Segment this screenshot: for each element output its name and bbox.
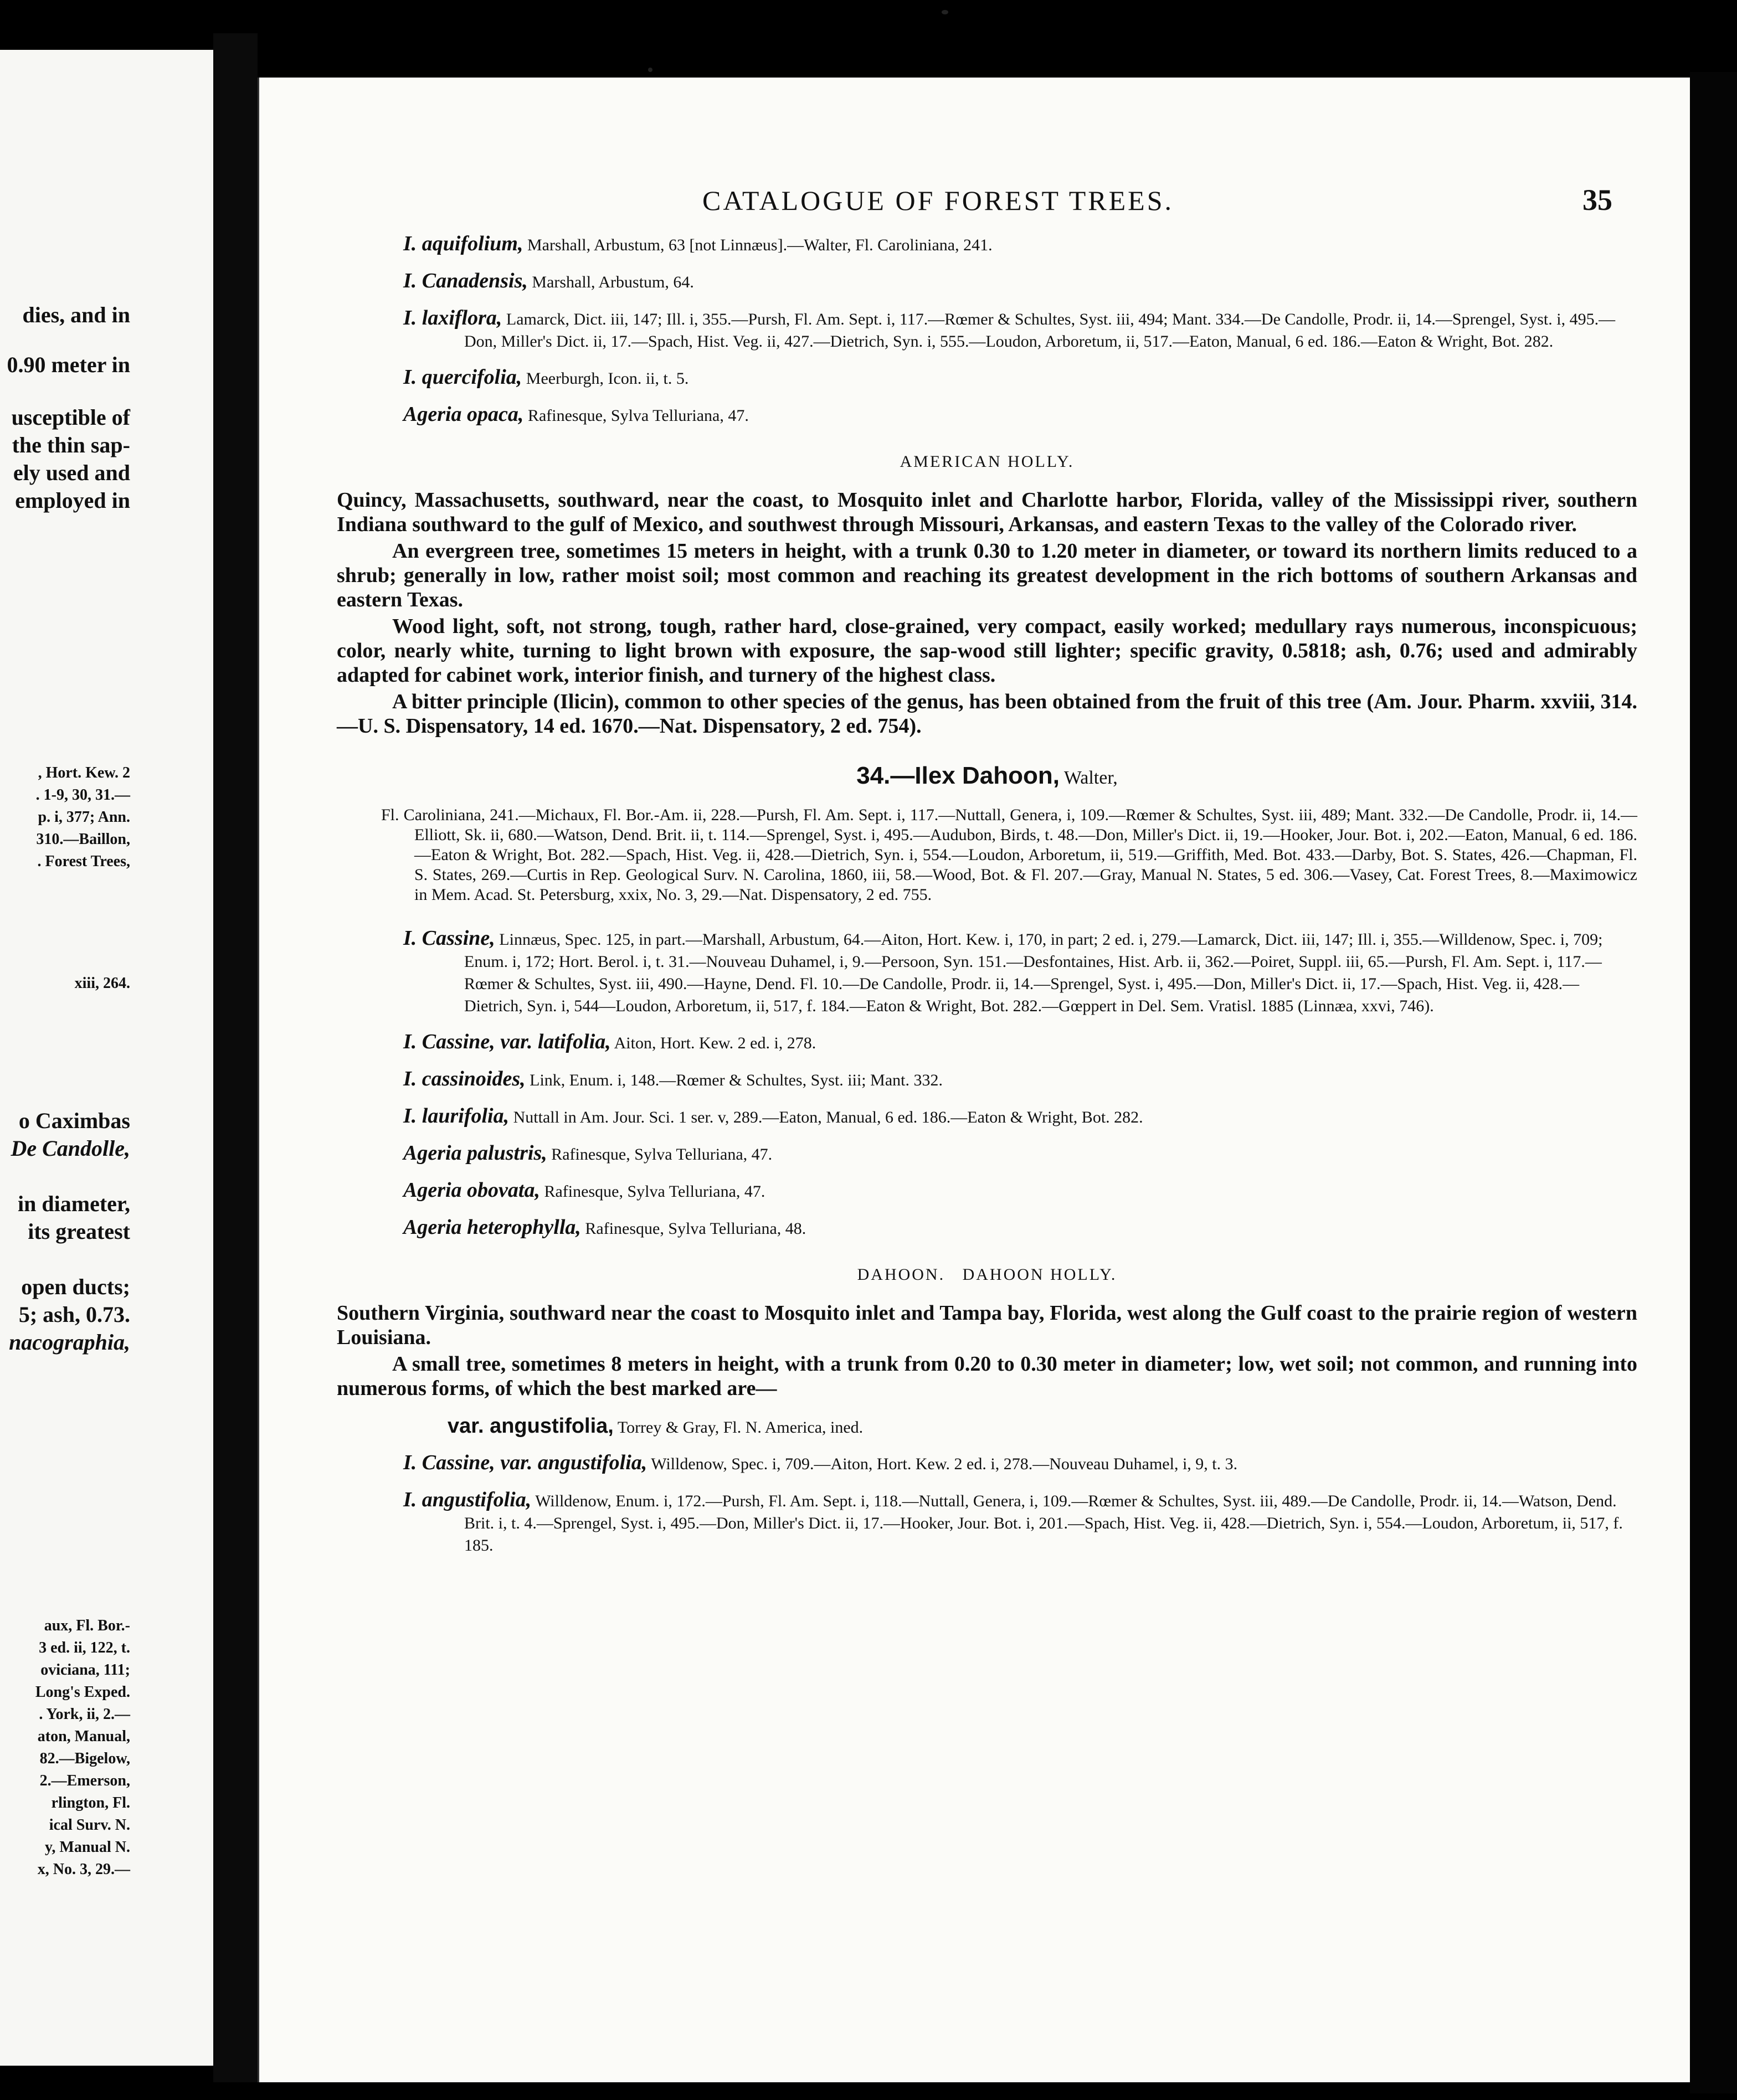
species-bibliography: Fl. Caroliniana, 241.—Michaux, Fl. Bor.-Am. ii, 228.—Pursh, Fl. Am. Sept. i, 117.—Nuttall, Genera, i, 109.—Rœmer & Schultes, Syst. iii, 489; Mant. 332.—De Candolle, Prodr. ii, 14.—Elliott, Sk. ii, 680.—Watson, Dend. Brit. ii, t. 114.—Sprengel, Syst. i, 495.—Audubon, Birds, t. 48.—Don, Miller's Dict. ii, 19.—Hooker, Jour. Bot. i, 202.—Eaton, Manual, 6 ed. 186.—Eaton & Wright, Bot. 282.—Spach, Hist. Veg. ii, 428.—Dietrich, Syn. i, 554.—Loudon, Arboretum, ii, 519.—Griffith, Med. Bot. 433.—Darby, Bot. S. States, 426.—Chapman, Fl. S. States, 269.—Curtis in Rep. Geological Surv. N. Carolina, 1860, iii, 58.—Wood, Bot. & Fl. 207.—Gray, Manual N. States, 5 ed. 306.—Vasey, Cat. Forest Trees, 8.—Maximowicz in Mem. Acad. St. Petersburg, xxix, No. 3, 29.—Nat. Dispensatory, 2 ed. 755. [381, 806, 1637, 904]
running-title: CATALOGUE OF FOREST TREES. [702, 185, 1174, 216]
left-text-fragment: , Hort. Kew. 2 [38, 764, 130, 781]
variety-name: var. angustifolia, [448, 1414, 614, 1438]
page-header [702, 183, 1612, 217]
left-text-fragment: . 1-9, 30, 31.— [35, 786, 130, 804]
synonym-entry: I. angustifolia, Willdenow, Enum. i, 172.—Pursh, Fl. Am. Sept. i, 118.—Nuttall, Genera, i, 109.—Rœmer & Schultes, Syst. iii, 489.—De Candolle, Prodr. ii, 14.—Watson, Dend. Brit. i, t. 4.—Sprengel, Syst. i, 495.—Don, Miller's Dict. ii, 17.—Hooker, Jour. Bot. i, 201.—Spach, Hist. Veg. ii, 428.—Dietrich, Syn. i, 554.—Loudon, Arboretum, ii, 517, f. 185. [403, 1488, 1623, 1555]
synonym-entry: I. quercifolia, Meerburgh, Icon. ii, t. 5. [403, 366, 689, 389]
variety-author: Torrey & Gray, Fl. N. America, ined. [613, 1418, 864, 1437]
left-text-fragment: the thin sap- [12, 433, 130, 457]
page-right-edge [1690, 72, 1737, 2093]
left-text-fragment: aux, Fl. Bor.- [44, 1617, 130, 1634]
common-name-heading: AMERICAN HOLLY. [900, 452, 1075, 471]
habit-paragraph: A small tree, sometimes 8 meters in height, with a trunk from 0.20 to 0.30 meter in diameter; low, wet soil; not common, and running into numerous forms, of which the best marked are— [337, 1352, 1637, 1400]
left-text-fragment: De Candolle, [11, 1136, 130, 1161]
left-text-fragment: xiii, 264. [74, 975, 130, 992]
habit-paragraph: An evergreen tree, sometimes 15 meters in height, with a trunk 0.30 to 1.20 meter in diameter, or toward its northern limits reduced to a shrub; generally in low, rather moist soil; most common and reaching its greatest development in the rich bottoms of southern Arkansas and eastern Texas. [337, 539, 1637, 611]
left-text-fragment: employed in [15, 488, 130, 513]
left-text-fragment: usceptible of [11, 405, 130, 430]
left-text-fragment: in diameter, [18, 1191, 130, 1216]
left-text-fragment: 0.90 meter in [7, 352, 130, 377]
left-text-fragment: Long's Exped. [35, 1684, 130, 1701]
left-text-fragment: . Forest Trees, [37, 853, 130, 870]
range-paragraph: Quincy, Massachusetts, southward, near the coast, to Mosquito inlet and Charlotte harbor, Florida, valley of the Mississippi river, southern Indiana southward to the gulf of Mexico, and southwest through Missouri, Arkansas, and eastern Texas to the valley of the Colorado river. [337, 488, 1637, 536]
left-text-fragment: x, No. 3, 29.— [37, 1861, 130, 1878]
left-text-fragment: 5; ash, 0.73. [18, 1302, 130, 1327]
synonym-entry: I. cassinoides, Link, Enum. i, 148.—Rœmer & Schultes, Syst. iii; Mant. 332. [403, 1067, 943, 1090]
variety-heading [448, 1414, 1637, 1438]
synonym-entry: I. aquifolium, Marshall, Arbustum, 63 [not Linnæus].—Walter, Fl. Caroliniana, 241. [403, 232, 993, 255]
common-name-heading: DAHOON. DAHOON HOLLY. [857, 1265, 1117, 1284]
species-heading [337, 761, 1637, 790]
left-text-fragment: ely used and [13, 460, 130, 485]
synonym-list-top [337, 233, 1637, 427]
left-text-fragment: its greatest [28, 1219, 130, 1244]
synonym-entry: Ageria obovata, Rafinesque, Sylva Telluriana, 47. [403, 1178, 765, 1202]
synonym-entry: Ageria heterophylla, Rafinesque, Sylva Telluriana, 48. [403, 1216, 806, 1239]
synonym-entry: I. laxiflora, Lamarck, Dict. iii, 147; Ill. i, 355.—Pursh, Fl. Am. Sept. i, 117.—Rœmer & Schultes, Syst. iii, 494; Mant. 334.—De Candolle, Prodr. ii, 14.—Sprengel, Syst. i, 495.—Don, Miller's Dict. ii, 17.—Spach, Hist. Veg. ii, 427.—Dietrich, Syn. i, 555.—Loudon, Arboretum, ii, 517.—Eaton, Manual, 6 ed. 186.—Eaton & Wright, Bot. 282. [403, 306, 1616, 351]
left-text-fragment: y, Manual N. [44, 1839, 130, 1856]
description-block [337, 488, 1637, 738]
page-gutter [213, 33, 258, 2082]
synonym-entry: Ageria opaca, Rafinesque, Sylva Telluriana, 47. [403, 403, 749, 426]
left-text-fragment: 2.—Emerson, [39, 1772, 130, 1789]
synonym-list-mid [337, 927, 1637, 1240]
left-text-fragment: open ducts; [21, 1274, 130, 1299]
synonym-entry: I. Canadensis, Marshall, Arbustum, 64. [403, 269, 694, 292]
synonym-entry: I. laurifolia, Nuttall in Am. Jour. Sci. 1 ser. v, 289.—Eaton, Manual, 6 ed. 186.—Eaton & Wright, Bot. 282. [403, 1104, 1143, 1128]
left-text-fragment: 310.—Baillon, [36, 831, 130, 848]
left-text-fragment: o Caximbas [18, 1108, 130, 1133]
synonym-entry: I. Cassine, Linnæus, Spec. 125, in part.—Marshall, Arbustum, 64.—Aiton, Hort. Kew. i, 170, in part; 2 ed. i, 279.—Lamarck, Dict. iii, 147; Ill. i, 355.—Willdenow, Spec. i, 709; Enum. i, 172; Hort. Berol. i, t. 31.—Nouveau Duhamel, i, 9.—Persoon, Syn. 151.—Desfontaines, Hist. Arb. ii, 362.—Poiret, Suppl. iii, 65.—Pursh, Fl. Am. Sept. i, 117.—Rœmer & Schultes, Syst. iii, 490.—Hayne, Dend. Fl. 10.—De Candolle, Prodr. ii, 14.—Sprengel, Syst. i, 495.—Don, Miller's Dict. ii, 17.—Spach, Hist. Veg. ii, 428.—Dietrich, Syn. i, 544—Loudon, Arboretum, ii, 517, f. 184.—Eaton & Wright, Bot. 282.—Gœppert in Del. Sem. Vratisl. 1885 (Linnæa, xxvi, 746). [403, 927, 1603, 1015]
synonym-entry: I. Cassine, var. angustifolia, Willdenow, Spec. i, 709.—Aiton, Hort. Kew. 2 ed. i, 278.—Nouveau Duhamel, i, 9, t. 3. [403, 1451, 1238, 1474]
scan-speck [648, 68, 652, 72]
left-text-fragment: dies, and in [22, 302, 130, 327]
species-author: Walter, [1059, 768, 1118, 788]
left-text-fragment: rlington, Fl. [51, 1794, 130, 1811]
synonym-entry: Ageria palustris, Rafinesque, Sylva Telluriana, 47. [403, 1141, 773, 1165]
left-text-fragment: 3 ed. ii, 122, t. [39, 1639, 130, 1656]
synonym-entry: I. Cassine, var. latifolia, Aiton, Hort. Kew. 2 ed. i, 278. [403, 1030, 816, 1053]
uses-paragraph: A bitter principle (Ilicin), common to other species of the genus, has been obtained from the fruit of this tree (Am. Jour. Pharm. xxviii, 314.—U. S. Dispensatory, 14 ed. 1670.—Nat. Dispensatory, 2 ed. 754). [337, 690, 1637, 738]
left-text-fragment: p. i, 377; Ann. [38, 809, 130, 826]
left-text-fragment: oviciana, 111; [40, 1661, 130, 1679]
left-page-fragment [0, 50, 219, 2066]
left-text-fragment: . York, ii, 2.— [39, 1706, 130, 1723]
wood-paragraph: Wood light, soft, not strong, tough, rather hard, close-grained, very compact, easily worked; medullary rays numerous, inconspicuous; color, nearly white, turning to light brown with exposure, the sap-wood still lighter; specific gravity, 0.5818; ash, 0.76; used and admirably adapted for cabinet work, interior finish, and turnery of the highest class. [337, 615, 1637, 687]
species-name: 34.—Ilex Dahoon, [856, 762, 1060, 789]
scan-speck [942, 10, 948, 14]
page-number: 35 [1582, 183, 1612, 217]
left-text-fragment: aton, Manual, [37, 1728, 130, 1745]
page-content [337, 233, 1637, 1570]
range-paragraph: Southern Virginia, southward near the coast to Mosquito inlet and Tampa bay, Florida, west along the Gulf coast to the prairie region of western Louisiana. [337, 1301, 1637, 1349]
left-text-fragment: ical Surv. N. [49, 1816, 130, 1834]
left-text-fragment: nacographia, [9, 1330, 130, 1355]
synonym-list-bottom [337, 1452, 1637, 1557]
description-block [337, 1301, 1637, 1401]
page [258, 78, 1690, 2082]
left-text-fragment: 82.—Bigelow, [39, 1750, 130, 1767]
